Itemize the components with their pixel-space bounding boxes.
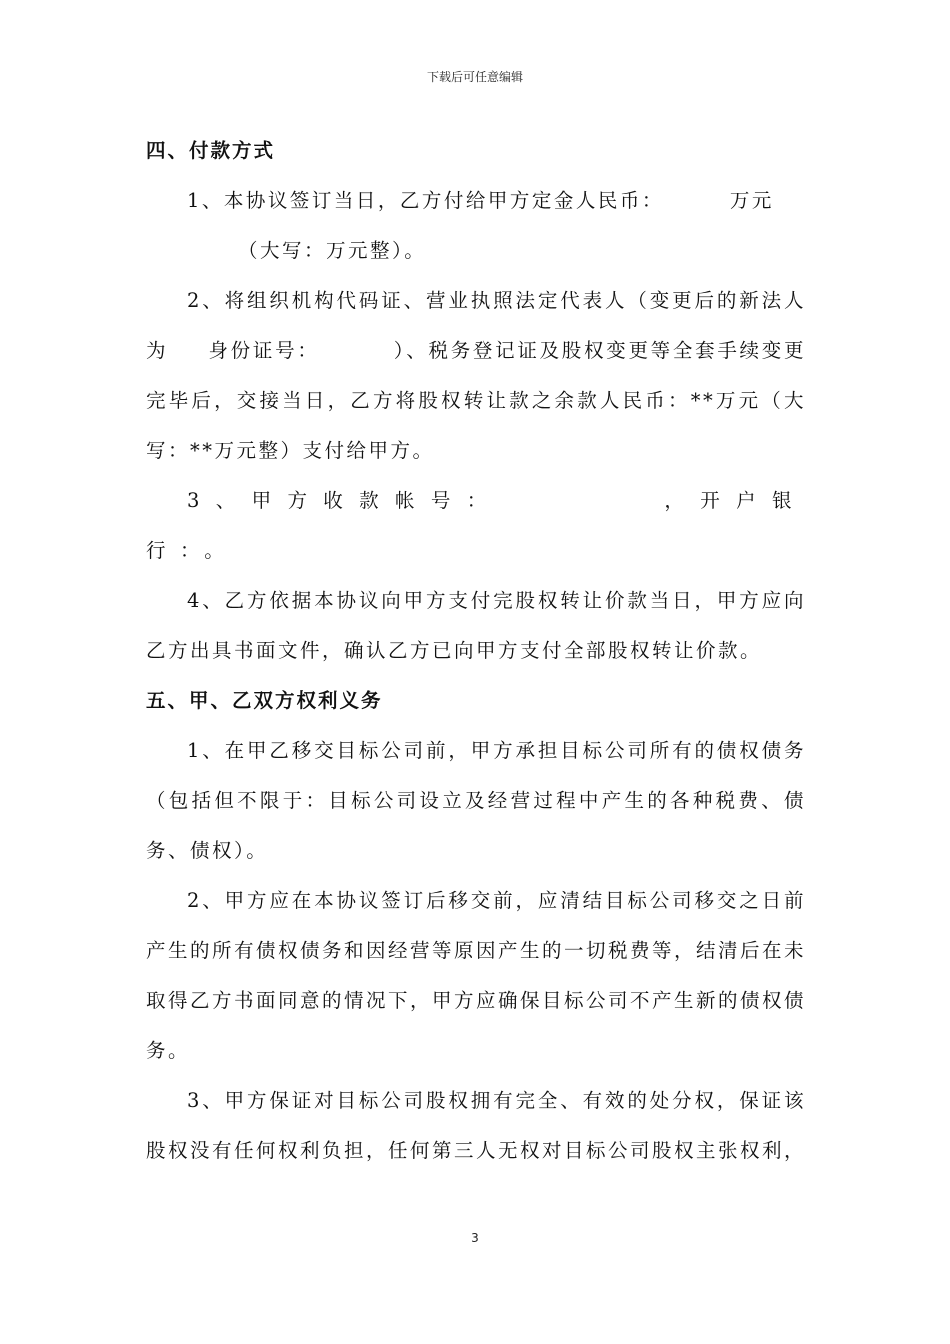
section-5-heading: 五、甲、乙双方权利义务 [146, 689, 383, 712]
document-body [146, 126, 806, 1176]
section-4-item-3 [146, 476, 806, 576]
item-2-text-b: 身份证号： [208, 339, 320, 362]
section-4-heading: 四、付款方式 [146, 139, 276, 162]
section-4-item-1-line-2: （大写：万元整）。 [238, 239, 427, 262]
item-3-end: 。 [204, 539, 239, 562]
section-5-item-1: 1、在甲乙移交目标公司前，甲方承担目标公司所有的债权债务（包括但不限于：目标公司设立及经营过程中产生的各种税费、债务、债权）。 [146, 739, 806, 862]
item-1-text: 1、本协议签订当日，乙方付给甲方定金人民币： [187, 189, 664, 212]
item-2-text-c: ）、税务登记证及股权变更等全套手续变更完毕后，交接当日，乙方将股权转让款之余款人民币：**万元（大写：**万元整）支付给甲方。 [146, 339, 806, 462]
section-4-item-1 [146, 176, 806, 226]
page-header: 下载后可任意编辑 [426, 70, 523, 84]
section-5-item-3: 3、甲方保证对目标公司股权拥有完全、有效的处分权，保证该股权没有任何权利负担，任何第三人无权对目标公司股权主张权利， [146, 1089, 807, 1162]
item-3-account-label: 3、甲方收款帐号： [187, 489, 503, 512]
item-3-bank-label: ，开户银行： [146, 489, 806, 562]
item-2-text-a: 2、将组织机构代码证、营业执照法定代表人（变更后的新法人为 [146, 289, 806, 362]
item-1-unit: 万元 [729, 189, 774, 212]
section-4-item-4: 4、乙方依据本协议向甲方支付完股权转让价款当日，甲方应向乙方出具书面文件，确认乙方已向甲方支付全部股权转让价款。 [146, 589, 806, 662]
section-5-item-2: 2、甲方应在本协议签订后移交前，应清结目标公司移交之日前产生的所有债权债务和因经营等原因产生的一切税费等，结清后在未取得乙方书面同意的情况下，甲方应确保目标公司不产生新的债权债务。 [146, 889, 807, 1062]
page-number: 3 [471, 1231, 479, 1245]
section-4-item-2 [146, 276, 806, 476]
